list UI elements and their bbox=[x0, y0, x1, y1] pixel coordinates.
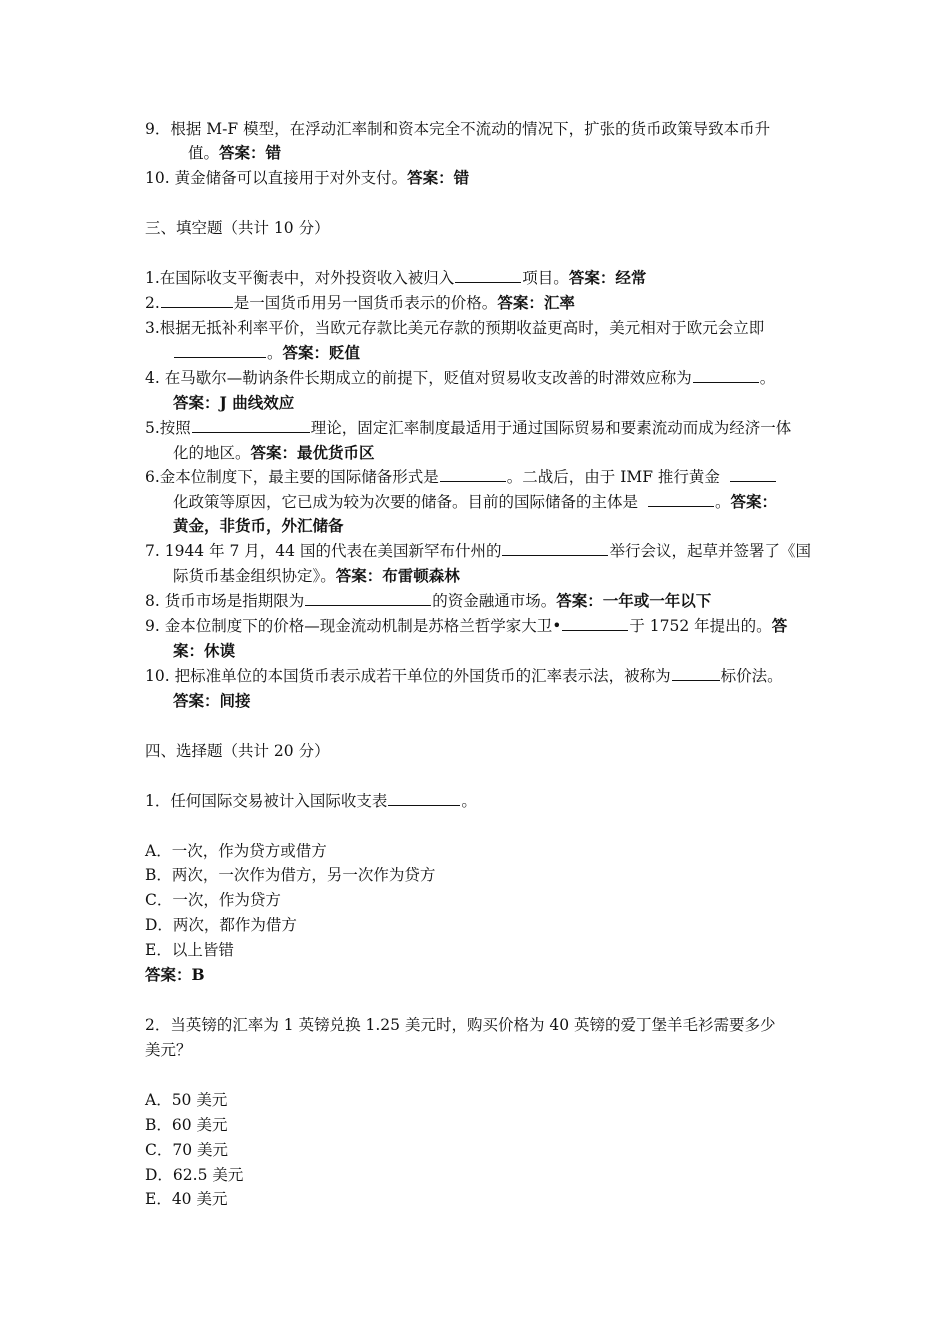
fill-q6-answer: 黄金，非货币，外汇储备 bbox=[173, 516, 344, 535]
choice-q2-option: D．62.5 美元 bbox=[145, 1166, 244, 1184]
section-heading-fill: 三、填空题（共计 10 分） bbox=[145, 219, 330, 237]
fill-q5-line2: 化的地区。答案：最优货币区 bbox=[173, 443, 375, 462]
choice-q2-option: B．60 美元 bbox=[145, 1116, 228, 1134]
answer-blank bbox=[502, 541, 608, 556]
choice-q1-option: A．一次，作为贷方或借方 bbox=[145, 842, 327, 860]
fill-q2: 2. 是一国货币用另一国货币表示的价格。答案：汇率 bbox=[145, 293, 575, 312]
fill-q4-answer: 答案：J 曲线效应 bbox=[173, 393, 295, 412]
choice-q1-option: C．一次，作为贷方 bbox=[145, 891, 281, 909]
fill-q5-answer: 答案：最优货币区 bbox=[250, 443, 375, 462]
tf-q10-answer: 答案：错 bbox=[407, 168, 470, 187]
choice-q1-answer: 答案：B bbox=[145, 965, 205, 984]
choice-q1-option: B．两次，一次作为借方，另一次作为贷方 bbox=[145, 866, 436, 884]
answer-blank bbox=[562, 616, 628, 631]
answer-blank bbox=[648, 492, 714, 507]
answer-blank bbox=[730, 467, 776, 482]
choice-q2-option: E．40 美元 bbox=[145, 1190, 228, 1208]
answer-blank bbox=[192, 418, 310, 433]
fill-q7-answer: 答案：布雷顿森林 bbox=[335, 566, 460, 585]
fill-q2-answer: 答案：汇率 bbox=[497, 293, 575, 312]
fill-q8: 8. 货币市场是指期限为 的资金融通市场。答案：一年或一年以下 bbox=[145, 591, 712, 610]
answer-blank bbox=[693, 368, 759, 383]
tf-q9-line2: 值。答案：错 bbox=[188, 143, 282, 162]
answer-blank bbox=[440, 467, 506, 482]
answer-blank bbox=[161, 293, 233, 308]
choice-q1-option: D．两次，都作为借方 bbox=[145, 916, 297, 934]
answer-blank bbox=[174, 343, 266, 358]
fill-q10-answer: 答案：间接 bbox=[173, 691, 251, 710]
fill-q4-line1: 4. 在马歇尔—勒讷条件长期成立的前提下，贬值对贸易收支改善的时滞效应称为 。 bbox=[145, 369, 776, 387]
choice-q2-stem-line1: 2．当英镑的汇率为 1 英镑兑换 1.25 美元时，购买价格为 40 英镑的爱丁堡羊毛衫需要多少 bbox=[145, 1016, 776, 1034]
fill-q9-line1: 9. 金本位制度下的价格—现金流动机制是苏格兰哲学家大卫• 于 1752 年提出的。答 bbox=[145, 616, 788, 635]
choice-q2-stem-line2: 美元？ bbox=[145, 1041, 192, 1059]
fill-q6-line1: 6.金本位制度下，最主要的国际储备形式是 。二战后，由于 IMF 推行黄金 bbox=[145, 465, 777, 489]
answer-blank bbox=[455, 268, 521, 283]
fill-q3-answer: 答案：贬值 bbox=[282, 343, 361, 362]
choice-q2-option: A．50 美元 bbox=[145, 1091, 228, 1109]
answer-blank bbox=[672, 666, 720, 681]
fill-q5-line1: 5.按照 理论，固定汇率制度最适用于通过国际贸易和要素流动而成为经济一体 bbox=[145, 419, 792, 437]
fill-q10-line1: 10. 把标准单位的本国货币表示成若干单位的外国货币的汇率表示法，被称为 标价法。 bbox=[145, 667, 783, 685]
choice-q1-option: E．以上皆错 bbox=[145, 941, 234, 959]
fill-q7-line2: 际货币基金组织协定》。答案：布雷顿森林 bbox=[173, 566, 460, 585]
fill-q8-answer: 答案：一年或一年以下 bbox=[556, 591, 712, 610]
tf-q9-line1: 9．根据 M-F 模型，在浮动汇率制和资本完全不流动的情况下，扩张的货币政策导致本币升 bbox=[145, 120, 771, 138]
tf-q10: 10. 黄金储备可以直接用于对外支付。答案：错 bbox=[145, 168, 470, 187]
fill-q1: 1.在国际收支平衡表中，对外投资收入被归入 项目。答案：经常 bbox=[145, 268, 647, 287]
answer-blank bbox=[388, 791, 460, 806]
fill-q3-line2: 。答案：贬值 bbox=[173, 341, 360, 365]
fill-q7-line1: 7. 1944 年 7 月，44 国的代表在美国新罕布什州的 举行会议，起草并签署了《国 bbox=[145, 542, 811, 560]
choice-q1-stem: 1．任何国际交易被计入国际收支表 。 bbox=[145, 792, 477, 810]
fill-q9-answer: 案：休谟 bbox=[173, 641, 236, 660]
choice-q2-option: C．70 美元 bbox=[145, 1141, 229, 1159]
answer-blank bbox=[305, 591, 431, 606]
tf-q9-answer: 答案：错 bbox=[219, 143, 282, 162]
fill-q6-answer-head: 答案： bbox=[730, 492, 778, 511]
section-heading-choice: 四、选择题（共计 20 分） bbox=[145, 742, 330, 760]
fill-q3-line1: 3.根据无抵补利率平价，当欧元存款比美元存款的预期收益更高时，美元相对于欧元会立即 bbox=[145, 319, 765, 337]
fill-q9-answer-head: 答 bbox=[771, 616, 788, 635]
fill-q6-line2: 化政策等原因，它已成为较为次要的储备。目前的国际储备的主体是 。答案： bbox=[173, 492, 778, 511]
fill-q1-answer: 答案：经常 bbox=[568, 268, 647, 287]
